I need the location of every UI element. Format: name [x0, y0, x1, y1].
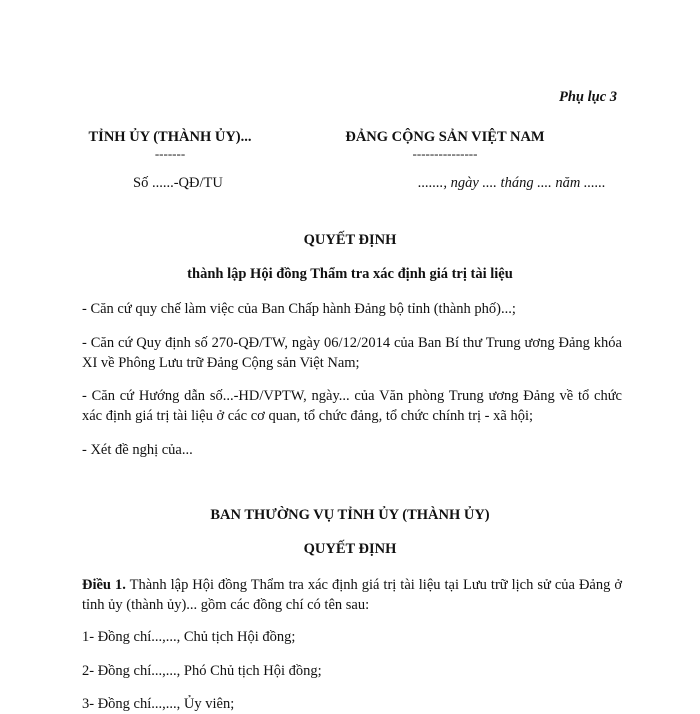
ground-paragraph: - Căn cứ quy chế làm việc của Ban Chấp hành Đảng bộ tỉnh (thành phố)...; — [82, 301, 516, 317]
document-date-line: ......., ngày .... tháng .... năm ...... — [418, 175, 606, 191]
appendix-label: Phụ lục 3 — [558, 89, 617, 105]
member-item: 2- Đồng chí...,..., Phó Chủ tịch Hội đồng; — [82, 663, 322, 679]
ground-paragraph: - Căn cứ Hướng dẫn số...-HD/VPTW, ngày... của Văn phòng Trung ương Đảng về tổ chức xác định giá trị tài liệu ở các cơ quan, tổ chức đảng, tổ chức chính trị - xã hội; — [82, 388, 622, 424]
article-1-label: Điều 1. — [82, 577, 126, 593]
document-subtitle: thành lập Hội đồng Thẩm tra xác định giá trị tài liệu — [187, 266, 513, 282]
member-item: 3- Đồng chí...,..., Ủy viên; — [82, 696, 235, 712]
member-item: 1- Đồng chí...,..., Chủ tịch Hội đồng; — [82, 629, 296, 645]
document-number: Số ......-QĐ/TU — [133, 175, 223, 191]
ground-paragraph: - Xét đề nghị của... — [82, 442, 193, 458]
article-1-text: Thành lập Hội đồng Thẩm tra xác định giá trị tài liệu tại Lưu trữ lịch sử của Đảng ở tỉnh ủy (thành ủy)... gồm các đồng chí có tên sau: — [82, 577, 622, 613]
article-1 — [82, 575, 622, 615]
organization-name: TỈNH ỦY (THÀNH ỦY)... — [88, 129, 252, 145]
document-title: QUYẾT ĐỊNH — [303, 232, 397, 248]
standing-committee-heading: BAN THƯỜNG VỤ TỈNH ỦY (THÀNH ỦY) — [210, 507, 490, 523]
decision-heading: QUYẾT ĐỊNH — [303, 541, 397, 557]
issuing-organization-header — [70, 129, 270, 159]
party-underline: --------------- — [412, 146, 478, 161]
party-header — [320, 129, 570, 159]
ground-paragraph: - Căn cứ Quy định số 270-QĐ/TW, ngày 06/12/2014 của Ban Bí thư Trung ương Đảng khóa XI về Phông Lưu trữ Đảng Cộng sản Việt Nam; — [82, 335, 622, 371]
party-name: ĐẢNG CỘNG SẢN VIỆT NAM — [345, 129, 545, 145]
organization-underline: ------- — [154, 146, 186, 161]
